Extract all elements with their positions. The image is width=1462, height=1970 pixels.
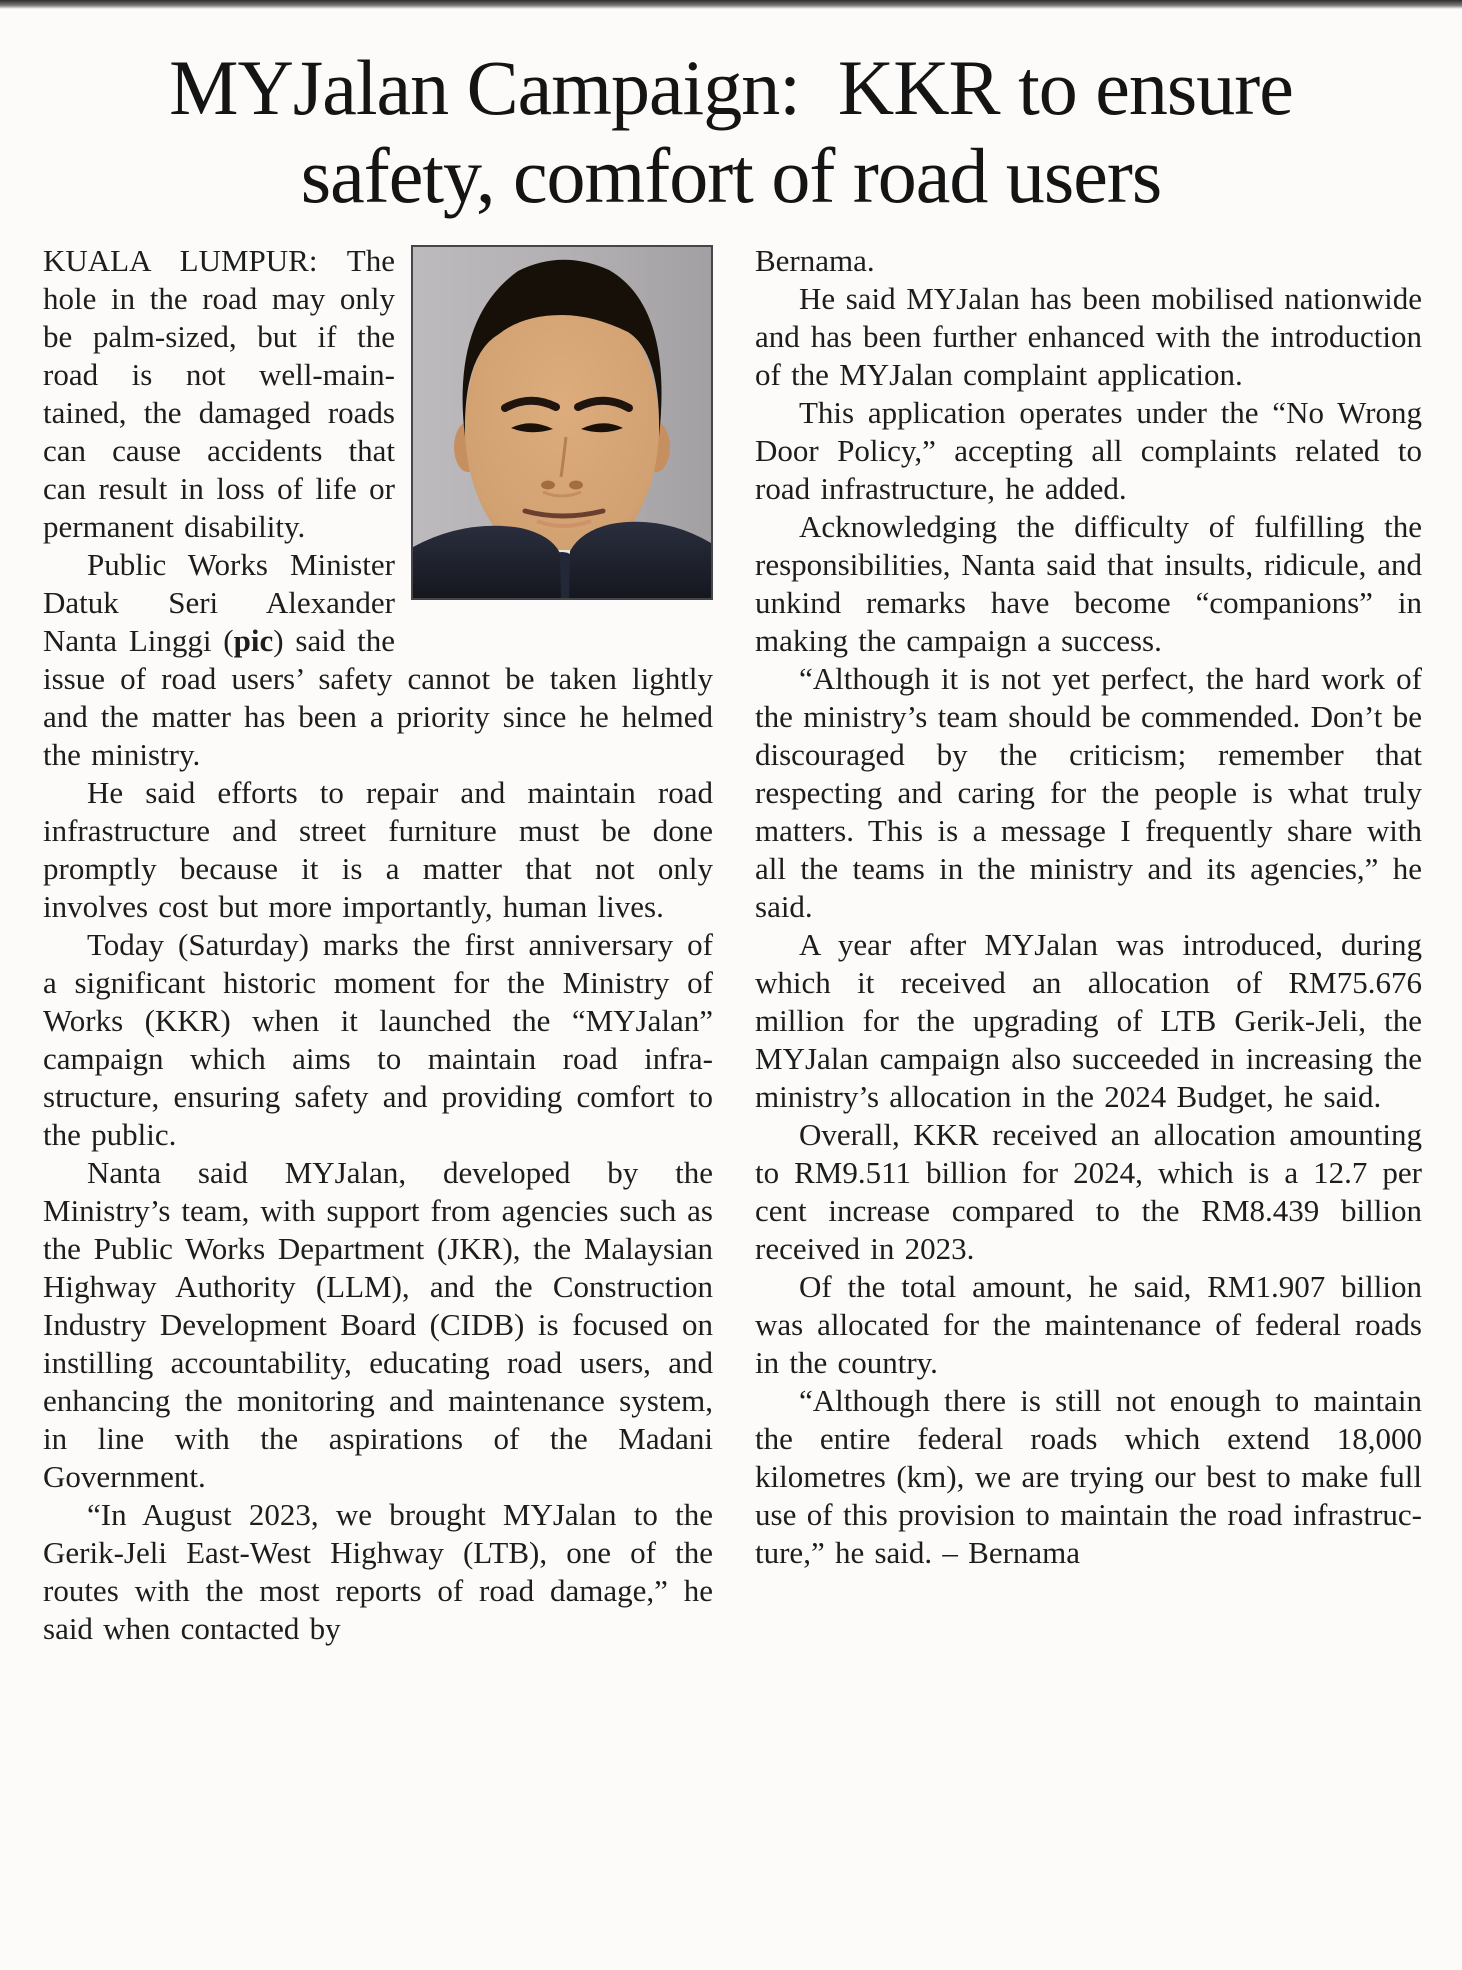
text-segment: pic [233, 623, 274, 658]
portrait-illustration [413, 247, 711, 598]
text-segment: Of the total amount, he said, RM1.907 billion was allocated for the maintenance of federal roads in the country. [755, 1269, 1422, 1380]
right-shoulder-suit [569, 522, 711, 598]
text-segment: Today (Saturday) marks the first anniversary of a significant historic moment for the Ministry of Works (KKR) when it launched the “MYJalan” campaign which aims to maintain road infrastructure, ensuring safety and providing comfort to the public. [43, 927, 713, 1152]
text-segment: “In August 2023, we brought MYJalan to the Gerik-Jeli East-West Highway (LTB), one of the routes with the most reports of road damage,” he said when contacted by [43, 1497, 713, 1646]
left-nostril [541, 481, 555, 490]
text-segment: Public Works Minister Datuk Seri Alexander Nanta Linggi ( [43, 547, 395, 658]
article-paragraph [43, 774, 713, 926]
text-segment: “Although there is still not enough to maintain the entire federal roads which extend 18,000 kilometres (km), we are trying our best to make full use of this provision to maintain the road infrastructure,” he said. – Bernama [755, 1383, 1422, 1570]
left-column [43, 242, 713, 1648]
text-segment: KUALA LUMPUR: The hole in the road may only be palm-sized, but if the road is not well-maintained, the damaged roads can cause accidents that can result in loss of life or permanent disability. [43, 243, 395, 544]
text-segment: He said efforts to repair and maintain road infrastructure and street furniture must be done promptly because it is a matter that not only involves cost but more importantly, human lives. [43, 775, 713, 924]
right-nostril [569, 481, 583, 490]
article-paragraph [43, 1154, 713, 1496]
article-paragraph [755, 508, 1422, 660]
right-column [755, 242, 1422, 1648]
text-segment: ) said the issue of road users’ safety cannot be taken lightly and the matter has been a priority since he helmed the ministry. [43, 623, 713, 772]
text-segment: Acknowledging the difficulty of fulfilling the responsibilities, Nanta said that insults, ridicule, and unkind remarks have become “companions” in making the campaign a success. [755, 509, 1422, 658]
article-paragraph [43, 926, 713, 1154]
article-paragraph [755, 1268, 1422, 1382]
text-segment: “Although it is not yet perfect, the hard work of the ministry’s team should be commended. Don’t be discouraged by the criticism; remember that respecting and caring for the people is what truly matters. This is a message I frequently share with all the teams in the ministry and its agencies,” he said. [755, 661, 1422, 924]
article-paragraph [755, 1116, 1422, 1268]
article-paragraph [755, 394, 1422, 508]
article-body [0, 242, 1462, 1648]
article-paragraph [755, 280, 1422, 394]
scan-edge-artifact [0, 0, 1462, 9]
text-segment: Bernama. [755, 243, 875, 278]
headline-line-2: safety, comfort of road users [300, 132, 1162, 219]
text-segment: Nanta said MYJalan, developed by the Ministry’s team, with support from agencies such as the Public Works Department (JKR), the Malaysian Highway Authority (LLM), and the Construction Industry Development Board (CIDB) is focused on instilling accountability, educating road users, and enhancing the monitoring and maintenance system, in line with the aspirations of the Madani Government. [43, 1155, 713, 1494]
article-paragraph [755, 926, 1422, 1116]
article-paragraph [755, 1382, 1422, 1572]
article-paragraph [755, 242, 1422, 280]
article-headline [0, 0, 1462, 220]
text-segment: This application operates under the “No Wrong Door Policy,” accepting all complaints related to road infrastructure, he added. [755, 395, 1422, 506]
text-segment: Overall, KKR received an allocation amounting to RM9.511 billion for 2024, which is a 12.7 per cent increase compared to the RM8.439 billion received in 2023. [755, 1117, 1422, 1266]
text-segment: A year after MYJalan was introduced, during which it received an allocation of RM75.676 million for the upgrading of LTB Gerik-Jeli, the MYJalan campaign also succeeded in increasing the ministry’s allocation in the 2024 Budget, he said. [755, 927, 1422, 1114]
article-paragraph [43, 1496, 713, 1648]
article-paragraph [755, 660, 1422, 926]
minister-portrait-photo [411, 245, 713, 600]
headline-line-1: MYJalan Campaign: KKR to ensure [169, 44, 1293, 131]
text-segment: He said MYJalan has been mobilised nationwide and has been further enhanced with the introduction of the MYJalan complaint application. [755, 281, 1422, 392]
